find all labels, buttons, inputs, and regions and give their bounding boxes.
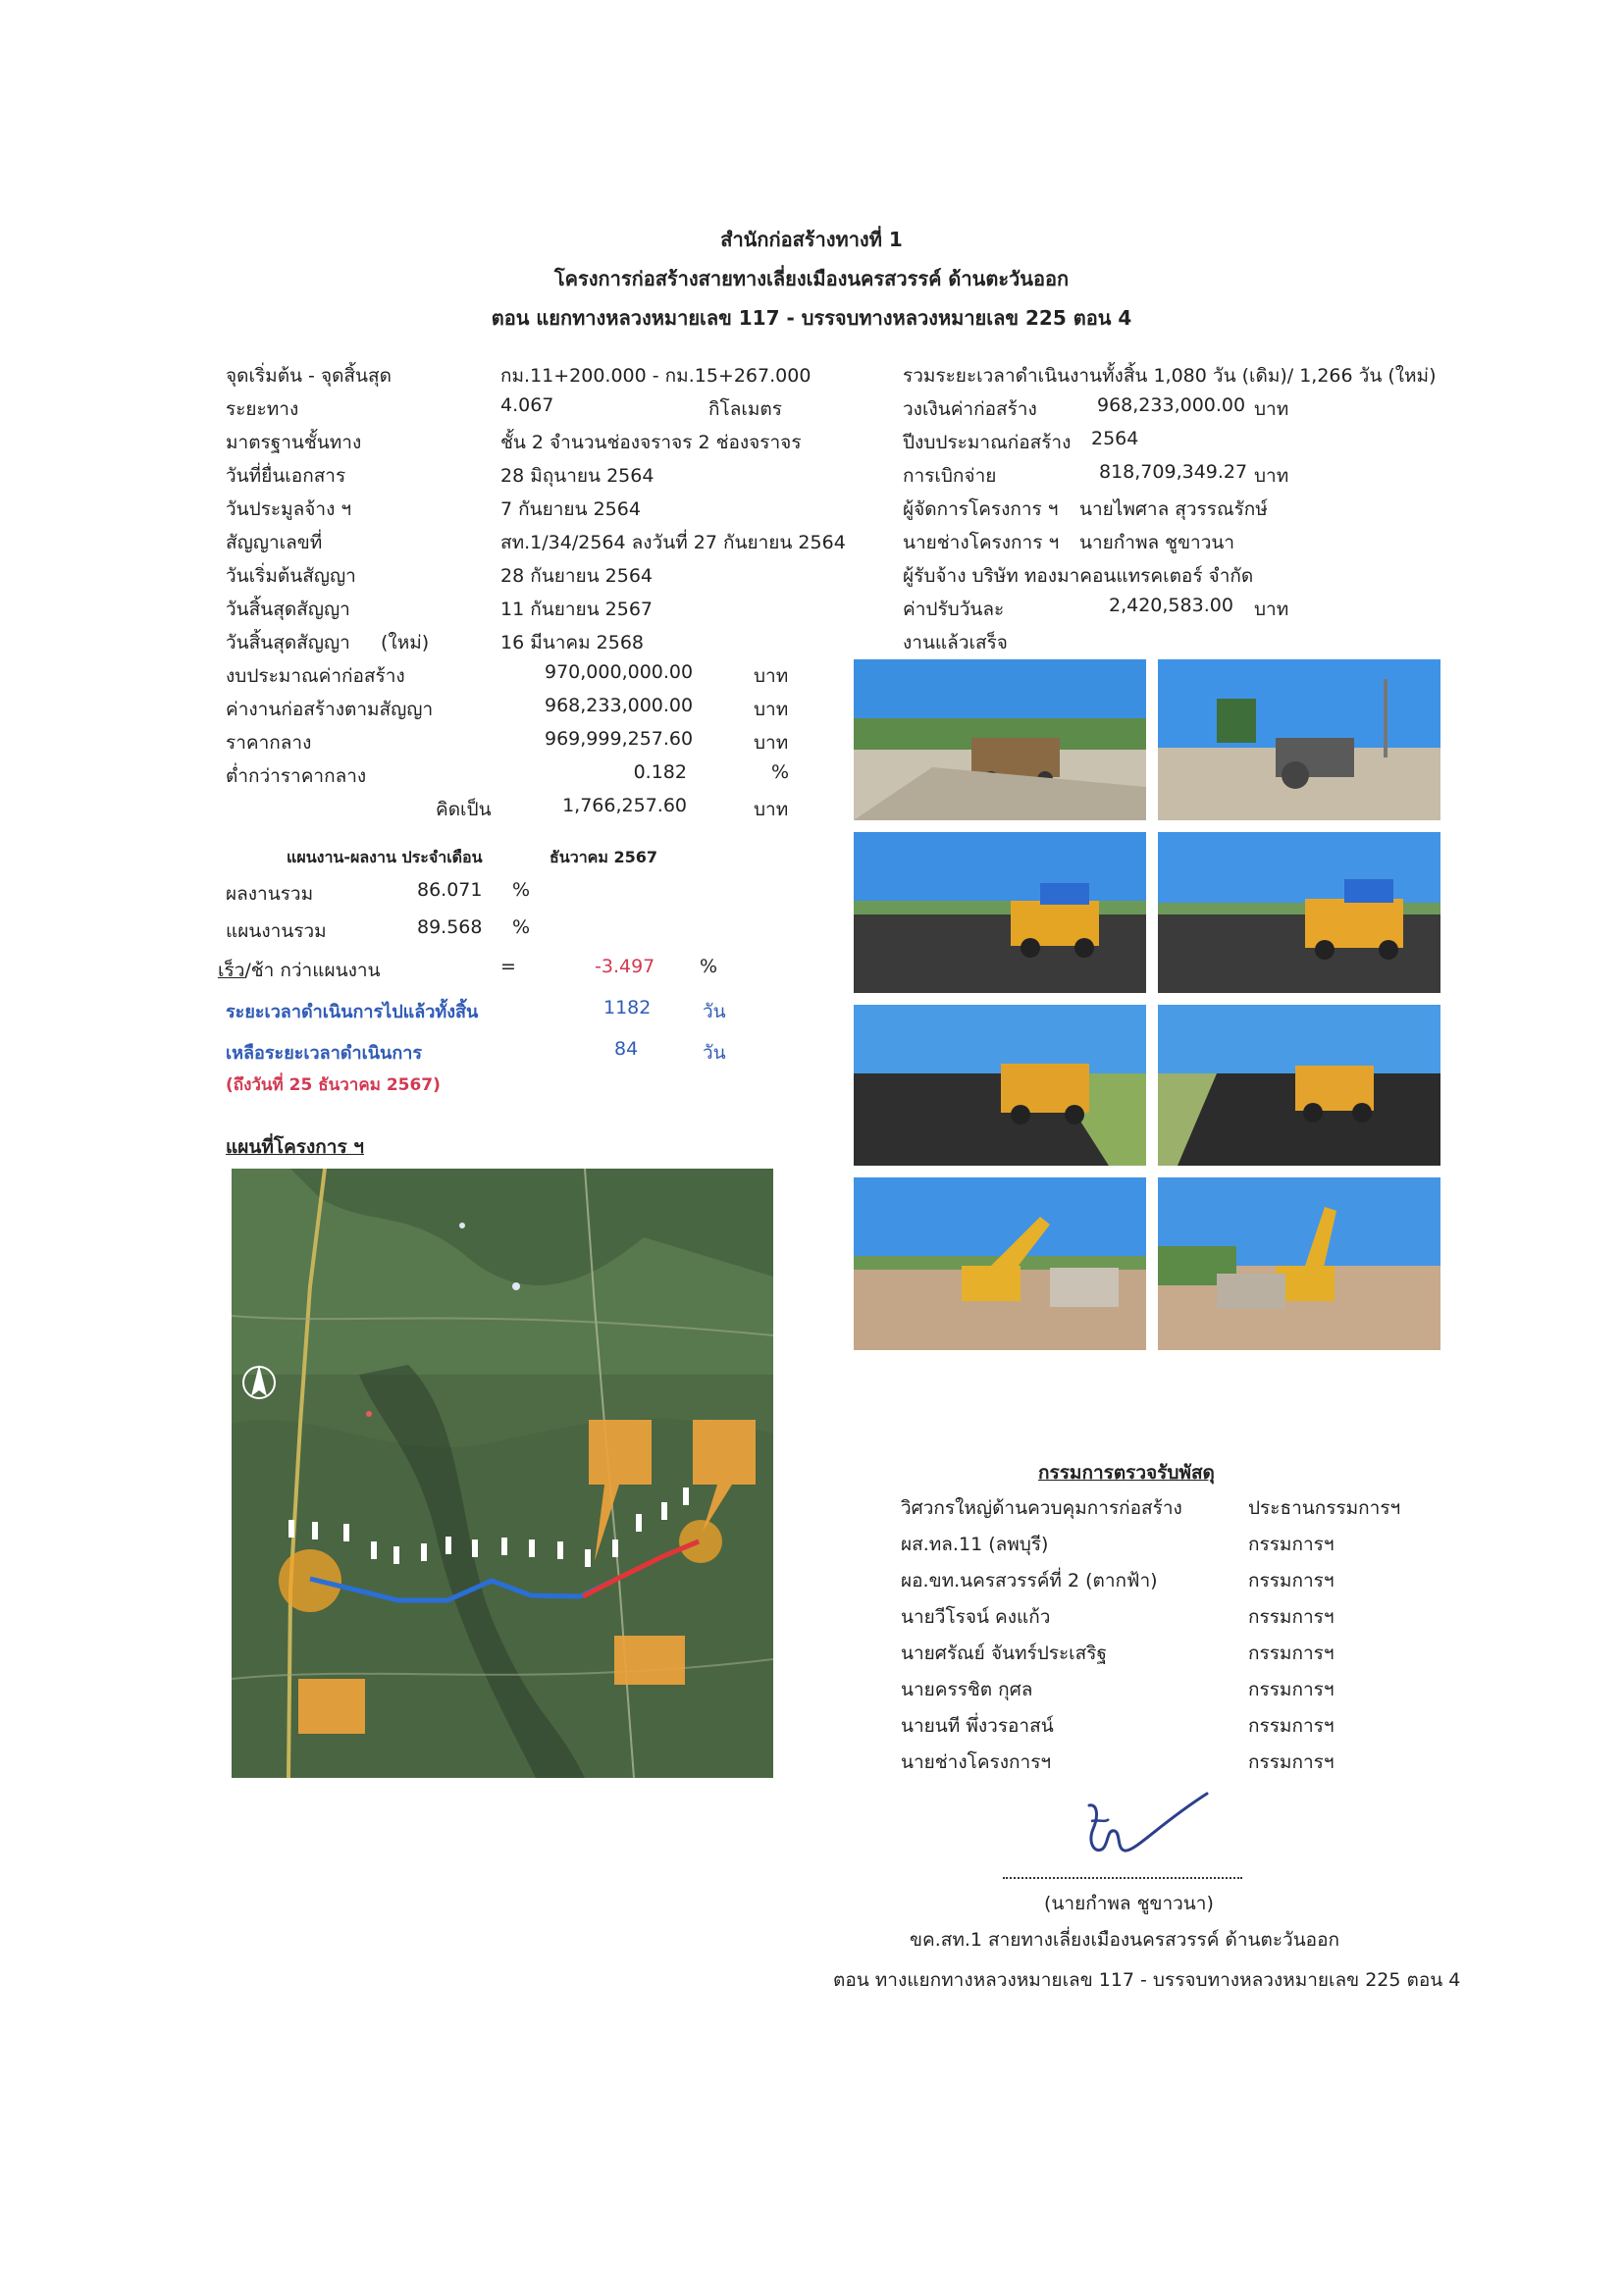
- diff-label-rest: /ช้า กว่าแผนงาน: [244, 960, 381, 981]
- info-label-extra: (ใหม่): [381, 632, 430, 653]
- budget-value: 970,000,000.00: [545, 661, 694, 683]
- info-value: 11 กันยายน 2567: [500, 599, 654, 620]
- budget-unit: บาท: [754, 699, 789, 720]
- contract-amount-value: 968,233,000.00: [1097, 394, 1246, 416]
- budget-label: ต่ำกว่าราคากลาง: [226, 765, 367, 787]
- info-label: ระยะทาง: [226, 398, 299, 420]
- info-unit: กิโลเมตร: [708, 398, 782, 420]
- contract-amount-unit: บาท: [1254, 398, 1289, 420]
- fine-label: ค่าปรับวันละ: [903, 599, 1005, 620]
- as-of-date: (ถึงวันที่ 25 ธันวาคม 2567): [226, 1075, 441, 1095]
- diff-value: -3.497: [595, 956, 655, 977]
- actual-unit: %: [512, 879, 531, 901]
- remaining-unit: วัน: [703, 1042, 726, 1064]
- budget-value: 968,233,000.00: [545, 695, 694, 716]
- info-value: 28 กันยายน 2564: [500, 565, 654, 587]
- budget-value: 969,999,257.60: [545, 728, 694, 750]
- info-label: มาตรฐานชั้นทาง: [226, 432, 362, 453]
- committee-member-role: กรรมการฯ: [1248, 1570, 1335, 1592]
- diff-equals: =: [500, 956, 516, 977]
- signature-line: [1003, 1877, 1242, 1879]
- disbursed-label: การเบิกจ่าย: [903, 465, 997, 487]
- info-value: 4.067: [500, 394, 554, 416]
- committee-member-name: ผส.ทล.11 (ลพบุรี): [901, 1534, 1049, 1555]
- remaining-value: 84: [614, 1038, 639, 1060]
- contractor-text: ผู้รับจ้าง บริษัท ทองมาคอนแทรคเตอร์ จำกัด: [903, 565, 1254, 587]
- progress-month: ธันวาคม 2567: [550, 848, 658, 866]
- remaining-label: เหลือระยะเวลาดำเนินการ: [226, 1043, 423, 1064]
- committee-member-name: นายช่างโครงการฯ: [901, 1751, 1052, 1773]
- photo-paving-3: [854, 1005, 1146, 1166]
- committee-member-role: กรรมการฯ: [1248, 1606, 1335, 1628]
- project-map: [232, 1169, 773, 1778]
- duration-text: รวมระยะเวลาดำเนินงานทั้งสิ้น 1,080 วัน (เดิม)/ 1,266 วัน (ใหม่): [903, 365, 1437, 387]
- elapsed-value: 1182: [603, 997, 652, 1018]
- info-value: 16 มีนาคม 2568: [500, 632, 645, 653]
- budget-unit: บาท: [754, 799, 789, 820]
- photo-road-truck: [854, 659, 1146, 820]
- committee-member-name: วิศวกรใหญ่ด้านควบคุมการก่อสร้าง: [901, 1497, 1182, 1519]
- committee-member-name: นายวีโรจน์ คงแก้ว: [901, 1606, 1051, 1628]
- engineer-value: นายกำพล ชูขาวนา: [1079, 532, 1235, 553]
- budget-label: คิดเป็น: [436, 799, 492, 820]
- info-label: วันประมูลจ้าง ฯ: [226, 498, 352, 520]
- info-value: กม.11+200.000 - กม.15+267.000: [500, 365, 812, 387]
- manager-value: นายไพศาล สุวรรณรักษ์: [1079, 498, 1268, 520]
- info-label: วันสิ้นสุดสัญญา: [226, 599, 350, 620]
- info-label: วันเริ่มต้นสัญญา: [226, 565, 356, 587]
- fine-unit: บาท: [1254, 599, 1289, 620]
- budget-label: ราคากลาง: [226, 732, 312, 754]
- committee-title: กรรมการตรวจรับพัสดุ: [1038, 1462, 1215, 1484]
- committee-member-role: กรรมการฯ: [1248, 1643, 1335, 1664]
- committee-member-name: ผอ.ขท.นครสวรรค์ที่ 2 (ตากฟ้า): [901, 1570, 1158, 1592]
- office-title: สำนักก่อสร้างทางที่ 1: [720, 228, 903, 251]
- committee-member-role: กรรมการฯ: [1248, 1534, 1335, 1555]
- progress-heading: แผนงาน-ผลงาน ประจำเดือน: [287, 848, 483, 866]
- handwritten-signature: [1070, 1786, 1217, 1874]
- elapsed-unit: วัน: [703, 1001, 726, 1022]
- signer-section: ตอน ทางแยกทางหลวงหมายเลข 117 - บรรจบทางหลวงหมายเลข 225 ตอน 4: [833, 1969, 1461, 1991]
- plan-unit: %: [512, 916, 531, 938]
- contract-amount-label: วงเงินค่าก่อสร้าง: [903, 398, 1037, 420]
- committee-member-role: ประธานกรรมการฯ: [1248, 1497, 1401, 1519]
- photo-excavator-2: [1158, 1177, 1440, 1350]
- done-label: งานแล้วเสร็จ: [903, 632, 1008, 653]
- committee-member-role: กรรมการฯ: [1248, 1715, 1335, 1737]
- project-title: โครงการก่อสร้างสายทางเลี่ยงเมืองนครสวรรค์ ด้านตะวันออก: [553, 267, 1070, 290]
- committee-member-name: นายศรัณย์ จันทร์ประเสริฐ: [901, 1643, 1107, 1664]
- budget-unit: บาท: [754, 665, 789, 687]
- actual-value: 86.071: [417, 879, 483, 901]
- map-title: แผนที่โครงการ ฯ: [226, 1136, 364, 1158]
- info-label: วันที่ยื่นเอกสาร: [226, 465, 346, 487]
- info-value: 7 กันยายน 2564: [500, 498, 641, 520]
- info-label: วันสิ้นสุดสัญญา: [226, 632, 350, 653]
- photo-paving-1: [854, 832, 1146, 993]
- photo-paving-2: [1158, 832, 1440, 993]
- info-label: จุดเริ่มต้น - จุดสิ้นสุด: [226, 365, 392, 387]
- disbursed-value: 818,709,349.27: [1099, 461, 1248, 483]
- actual-label: ผลงานรวม: [226, 883, 314, 905]
- budget-unit: บาท: [754, 732, 789, 754]
- committee-member-role: กรรมการฯ: [1248, 1751, 1335, 1773]
- fiscal-label: ปีงบประมาณก่อสร้าง: [903, 432, 1072, 453]
- info-value: ชั้น 2 จำนวนช่องจราจร 2 ช่องจราจร: [500, 432, 802, 453]
- committee-member-role: กรรมการฯ: [1248, 1679, 1335, 1700]
- plan-value: 89.568: [417, 916, 483, 938]
- diff-unit: %: [700, 956, 718, 977]
- photo-excavator-1: [854, 1177, 1146, 1350]
- disbursed-unit: บาท: [1254, 465, 1289, 487]
- satellite-map-image: [232, 1169, 773, 1778]
- budget-label: ค่างานก่อสร้างตามสัญญา: [226, 699, 434, 720]
- signer-name: (นายกำพล ชูขาวนา): [1044, 1893, 1214, 1914]
- engineer-label: นายช่างโครงการ ฯ: [903, 532, 1060, 553]
- diff-label: [218, 956, 381, 985]
- signer-position: ขค.สท.1 สายทางเลี่ยงเมืองนครสวรรค์ ด้านตะวันออก: [910, 1929, 1340, 1951]
- info-value: 28 มิถุนายน 2564: [500, 465, 654, 487]
- diff-label-fast: เร็ว: [218, 960, 245, 981]
- committee-member-name: นายนที พึ่งวรอาสน์: [901, 1715, 1054, 1737]
- plan-label: แผนงานรวม: [226, 920, 327, 942]
- info-value: สท.1/34/2564 ลงวันที่ 27 กันยายน 2564: [500, 532, 846, 553]
- budget-value: 0.182: [633, 761, 687, 783]
- manager-label: ผู้จัดการโครงการ ฯ: [903, 498, 1059, 520]
- photo-paving-4: [1158, 1005, 1440, 1166]
- info-label: สัญญาเลขที่: [226, 532, 323, 553]
- committee-member-name: นายครรชิต กุศล: [901, 1679, 1033, 1700]
- elapsed-label: ระยะเวลาดำเนินการไปแล้วทั้งสิ้น: [226, 1002, 479, 1022]
- fiscal-value: 2564: [1091, 428, 1139, 449]
- budget-unit: %: [771, 761, 790, 783]
- budget-value: 1,766,257.60: [562, 795, 687, 816]
- section-title: ตอน แยกทางหลวงหมายเลข 117 - บรรจบทางหลวงหมายเลข 225 ตอน 4: [491, 306, 1132, 330]
- photo-road-roller: [1158, 659, 1440, 820]
- fine-value: 2,420,583.00: [1109, 595, 1233, 616]
- budget-label: งบประมาณค่าก่อสร้าง: [226, 665, 405, 687]
